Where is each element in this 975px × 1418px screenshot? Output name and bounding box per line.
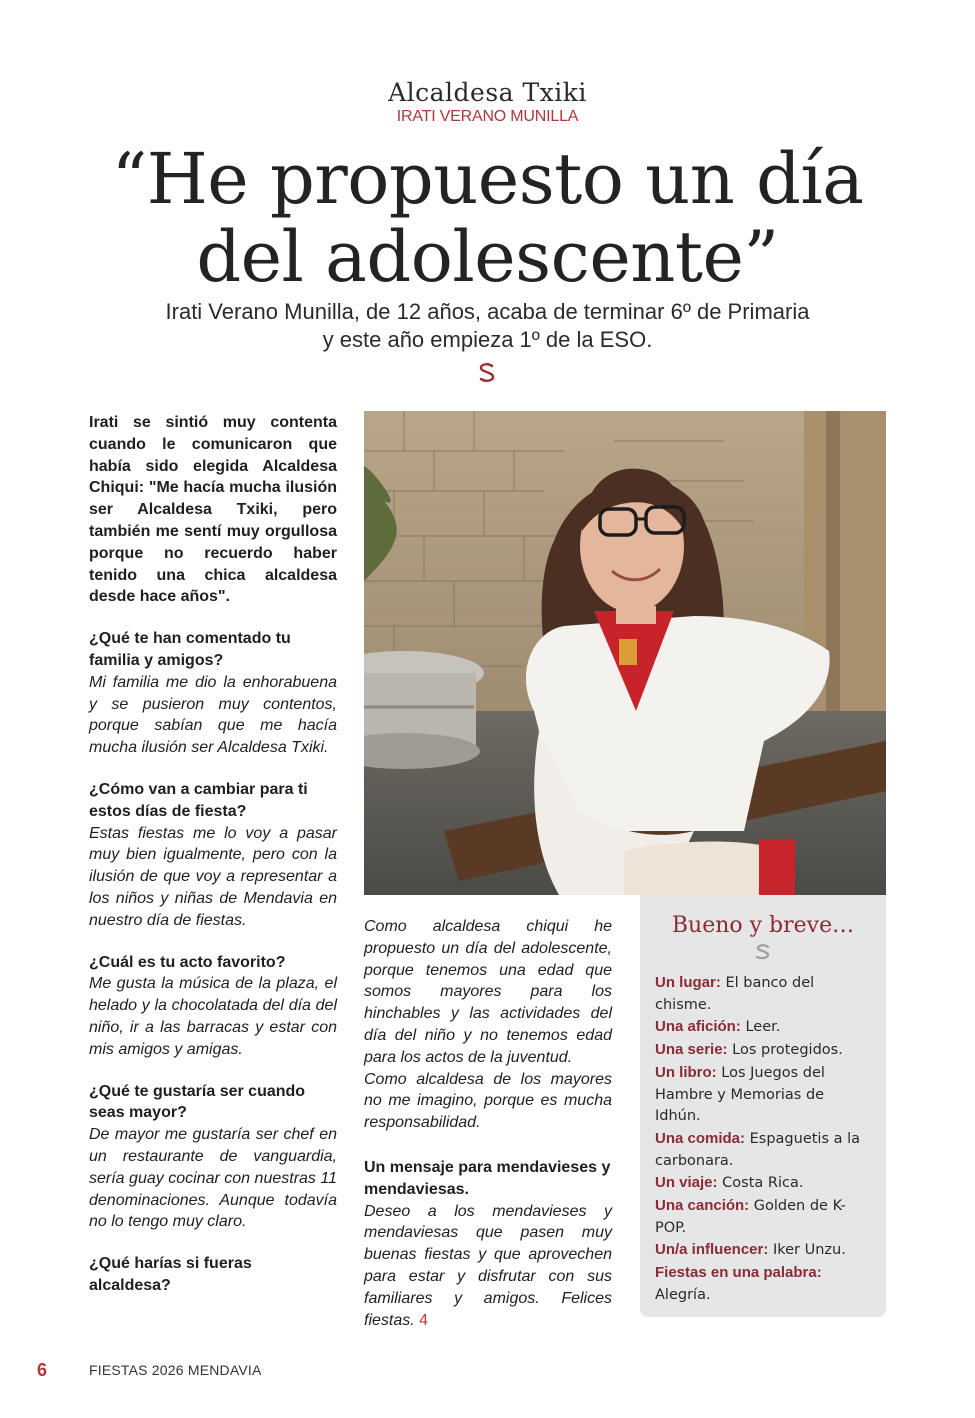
page-number: 6 [37, 1360, 48, 1380]
column-2 [364, 916, 612, 1331]
deck [0, 298, 975, 354]
answer-1: Mi familia me dio la enhorabuena y se pusieron muy contentos, porque sabían que me hacía mucha ilusión ser Alcaldesa Txiki. [89, 673, 337, 757]
question-5: ¿Qué harías si fueras alcaldesa? [89, 1255, 252, 1294]
sidebar-item: Una afición: Leer. [655, 1018, 781, 1036]
sidebar-item: Una comida: Espaguetis a la carbonara. [655, 1129, 861, 1169]
lead-paragraph: Irati se sintió muy contenta cuando le comunicaron que había sido elegida Alcaldesa Chiqui: "Me hacía mucha ilusión ser Alcaldesa Txiki, pero también me sentí muy orgullosa porque no recuerdo haber tenido una chica alcaldesa desde hace años". [89, 414, 337, 606]
sidebar-list [640, 972, 886, 1307]
sidebar-title: Bueno y breve… [671, 913, 855, 938]
answer-6-text: Deseo a los mendavieses y mendaviesas que pasen muy buenas fiestas y que aprovechen para estar y disfrutar con sus familiares y amigos. Felices fiestas. [364, 1202, 612, 1329]
sidebar-bueno-y-breve [640, 895, 886, 1317]
sidebar-item: Un libro: Los Juegos del Hambre y Memorias de Idhún. [655, 1063, 825, 1125]
sidebar-item: Un lugar: El banco del chisme. [655, 974, 815, 1013]
s-ornament-icon [472, 360, 502, 386]
answer-5-part-1: Como alcaldesa chiqui he propuesto un día del adolescente, porque tenemos una edad que somos mayores para los hinchables y las actividades del día del niño y no tenemos edad para los actos de la juventud. [364, 918, 612, 1066]
sidebar-item: Una canción: Golden de K-POP. [655, 1197, 846, 1236]
publication-name: FIESTAS 2026 MENDAVIA [89, 1362, 262, 1378]
question-2: ¿Cómo van a cambiar para ti estos días de fiesta? [89, 780, 308, 820]
byline: IRATI VERANO MUNILLA [396, 108, 579, 125]
headline-line-2: del adolescente” [196, 216, 779, 298]
answer-6 [364, 1201, 612, 1332]
headline [0, 140, 975, 296]
answer-3: Me gusta la música de la plaza, el helado y la chocolatada del día del niño, ir a las barracas y estar con mis amigos y amigas. [89, 975, 337, 1058]
question-6: Un mensaje para mendavieses y mendaviesas. [364, 1158, 611, 1198]
end-mark: 4 [419, 1311, 429, 1329]
answer-4: De mayor me gustaría ser chef en un restaurante de vanguardia, sería guay cocinar con nuestras 11 denominaciones. Aunque todavía no lo tengo muy claro. [89, 1126, 337, 1231]
question-1: ¿Qué te han comentado tu familia y amigos? [89, 630, 291, 669]
sidebar-item: Fiestas en una palabra: Alegría. [655, 1264, 822, 1303]
portrait-photo [364, 411, 886, 895]
answer-2: Estas fiestas me lo voy a pasar muy bien igualmente, pero con la ilusión de que voy a representar a los niños y niñas de Mendavia en nuestro día de fiestas. [89, 824, 337, 929]
kicker: Alcaldesa Txiki [388, 78, 587, 107]
question-4: ¿Qué te gustaría ser cuando seas mayor? [89, 1082, 306, 1122]
headline-line-1: “He propuesto un día [111, 138, 864, 220]
question-3: ¿Cuál es tu acto favorito? [89, 953, 286, 971]
sidebar-item: Un/a influencer: Iker Unzu. [655, 1241, 846, 1259]
sidebar-item: Una serie: Los protegidos. [655, 1041, 843, 1059]
answer-5-part-2: Como alcaldesa de los mayores no me imagino, porque es mucha responsabilidad. [364, 1070, 612, 1132]
deck-line-2: y este año empieza 1º de la ESO. [322, 327, 653, 352]
column-1 [89, 412, 337, 1297]
sidebar-s-ornament-icon [640, 938, 886, 964]
sidebar-item: Un viaje: Costa Rica. [655, 1174, 804, 1192]
deck-line-1: Irati Verano Munilla, de 12 años, acaba de terminar 6º de Primaria [165, 299, 810, 324]
